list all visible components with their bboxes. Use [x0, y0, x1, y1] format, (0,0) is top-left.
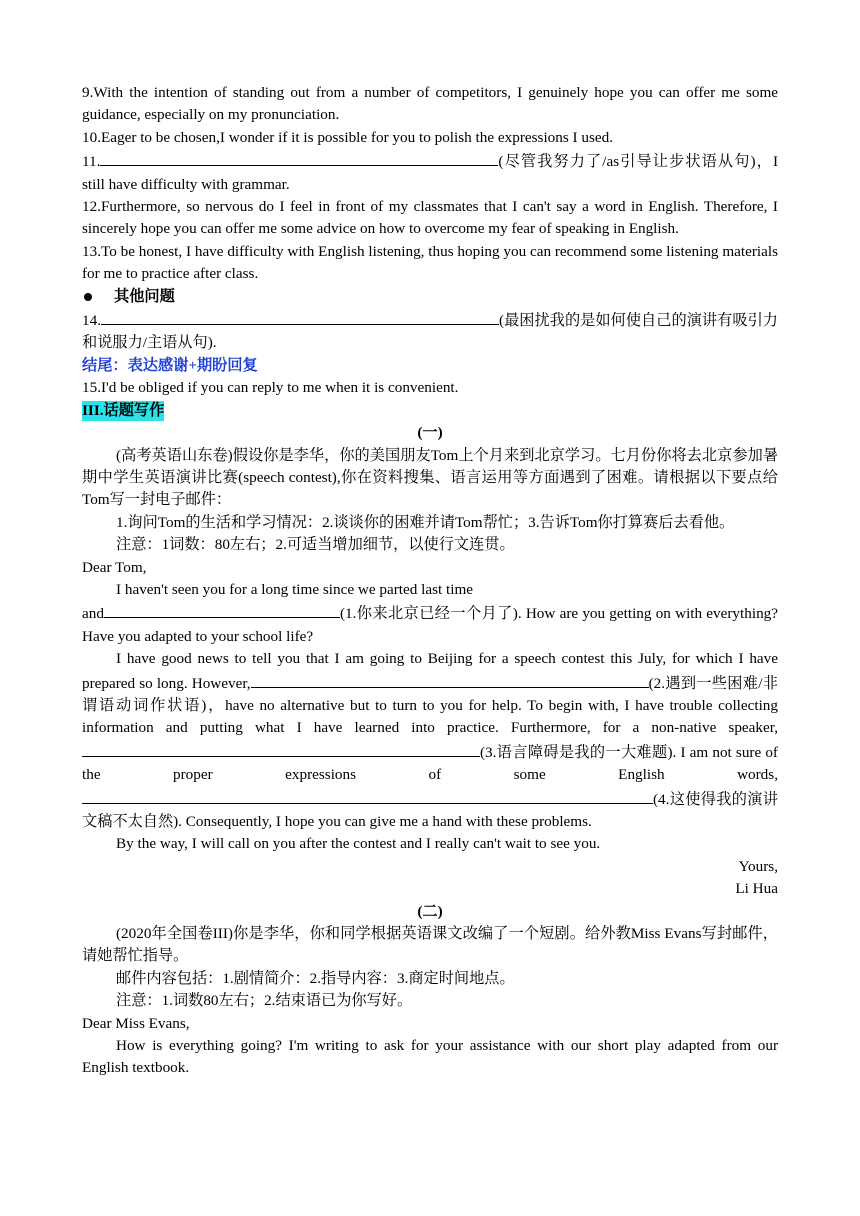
part-1-para-1b — [82, 601, 778, 648]
blank-1-hint: (1.你来北京已经一个月了). How are you getting on with everything? Have you adapted to your school life? — [82, 605, 778, 645]
item-14-blank[interactable] — [101, 308, 499, 325]
blank-3[interactable] — [82, 740, 480, 757]
part-1-para-1a: I haven't seen you for a long time since we parted last time — [116, 580, 473, 598]
part-2-contents: 邮件内容包括：1.剧情简介：2.指导内容：3.商定时间地点。 — [116, 969, 515, 987]
blank-1[interactable] — [104, 601, 340, 618]
item-14 — [82, 308, 778, 355]
part-1-para-2d: Consequently, I hope you can give me a hand with these problems. — [185, 813, 592, 830]
other-questions-label: 其他问题 — [114, 287, 175, 305]
section-3-heading-row — [82, 400, 778, 422]
blank-4-hint: (4.这使得我的演讲文稿不太自然). — [82, 790, 778, 830]
part-2-label: (二) — [417, 902, 443, 920]
item-13: 13.To be honest, I have difficulty with English listening, thus hoping you can recommend some listening materials for me to practice after class. — [82, 242, 778, 283]
part-1-points: 1.询问Tom的生活和学习情况：2.谈谈你的困难并请Tom帮忙；3.告诉Tom你打算赛后去看他。 — [116, 513, 735, 531]
blank-3-hint: (3.语言障碍是我的一大难题). — [480, 743, 677, 761]
bullet-icon — [84, 293, 92, 301]
part-1-para-2 — [82, 648, 778, 833]
part-2-para-1: How is everything going? I'm writing to ask for your assistance with our short play adapted from our English textbook. — [82, 1037, 778, 1077]
part-2-salutation: Dear Miss Evans, — [82, 1014, 190, 1032]
part-1-para-3: By the way, I will call on you after the contest and I really can't wait to see you. — [116, 835, 601, 853]
part-1-para-2b: have no alternative but to turn to you for help. To begin with, I have trouble collecting information and putting what I have learned into practice. Furthermore, for a non-native speaker, — [82, 696, 778, 737]
part-1-and: and — [82, 605, 104, 623]
section-3-heading: III.话题写作 — [82, 401, 165, 419]
part-1-label: (一) — [417, 424, 443, 442]
blank-2[interactable] — [251, 671, 649, 688]
part-1-closing: Yours, — [738, 857, 778, 875]
part-2-note: 注意：1.词数80左右；2.结束语已为你写好。 — [116, 992, 413, 1010]
part-1-para-2c: I am not sure of the proper expressions of some English words, — [82, 743, 778, 784]
blank-2-hint: (2.遇到一些困难/非谓语动词作状语)， — [82, 674, 778, 714]
part-1-signature: Li Hua — [735, 880, 778, 898]
item-14-number: 14. — [82, 312, 101, 330]
part-1-prompt: (高考英语山东卷)假设你是李华，你的美国朋友Tom上个月来到北京学习。七月份你将去北京参加暑期中学生英语演讲比赛(speech contest),你在资料搜集、语言运用等方面遇到了困难。请根据以下要点给Tom写一封电子邮件： — [82, 446, 778, 509]
item-11-number: 11. — [82, 153, 101, 171]
part-1-para-2a: I have good news to tell you that I am going to Beijing for a speech contest this July, for which I have prepared so long. However, — [82, 650, 778, 692]
item-12: 12.Furthermore, so nervous do I feel in front of my classmates that I can't say a word in English. Therefore, I sincerely hope you can offer me some advice on how to overcome my fear of speaking in English. — [82, 198, 778, 238]
item-9: 9.With the intention of standing out from a number of competitors, I genuinely hope you can offer me some guidance, especially on my pronunciation. — [82, 84, 778, 124]
part-1-note: 注意：1词数：80左右；2.可适当增加细节，以使行文连贯。 — [116, 536, 515, 554]
item-14-hint: (最困扰我的是如何使自己的演讲有吸引力和说服力/主语从句). — [82, 312, 778, 352]
item-11-blank[interactable] — [100, 149, 498, 166]
ending-heading: 结尾：表达感谢+期盼回复 — [82, 356, 258, 374]
item-15: 15.I'd be obliged if you can reply to me when it is convenient. — [82, 379, 459, 397]
part-1-salutation: Dear Tom, — [82, 558, 147, 576]
item-10: 10.Eager to be chosen,I wonder if it is possible for you to polish the expressions I used. — [82, 128, 614, 146]
item-11 — [82, 149, 778, 196]
document-page — [82, 82, 778, 1080]
item-11-hint: (尽管我努力了/as引导让步状语从句)， — [498, 153, 773, 171]
other-questions-heading — [82, 286, 778, 308]
item-11-rest: I still have difficulty with grammar. — [82, 153, 778, 193]
part-2-prompt: (2020年全国卷III)你是李华，你和同学根据英语课文改编了一个短剧。给外教Miss Evans写封邮件，请她帮忙指导。 — [82, 925, 778, 965]
blank-4[interactable] — [82, 787, 653, 804]
